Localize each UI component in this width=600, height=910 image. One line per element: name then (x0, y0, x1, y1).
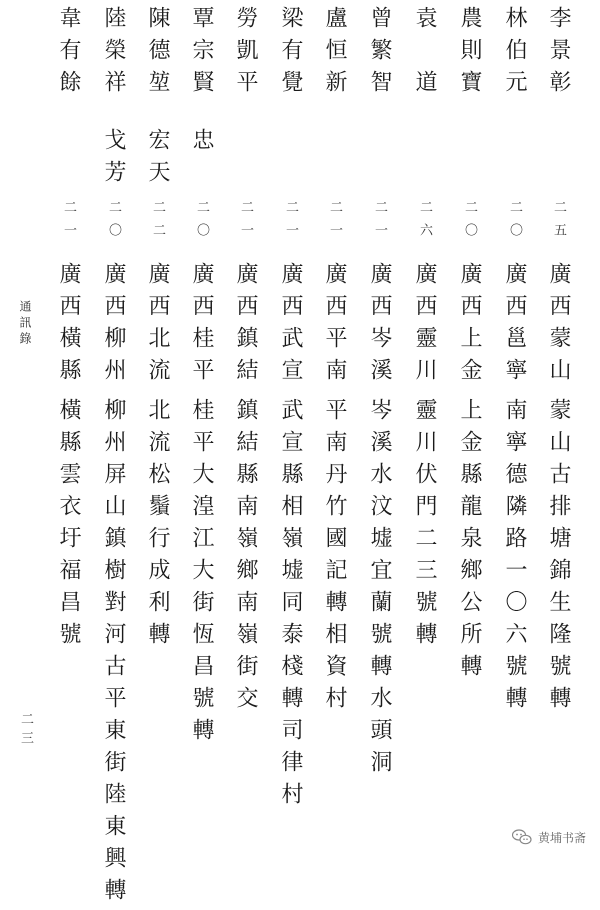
entry-age: 二一 (283, 200, 298, 246)
entry-name: 覃宗賢 (189, 6, 214, 102)
entry-courtesy: 戈芳 (101, 128, 126, 192)
entry-address: 岑溪水汶墟宜蘭號轉水頭洞 (367, 398, 392, 782)
entry-address: 橫縣雲衣圩福昌號 (56, 398, 81, 654)
entry-age: 二二 (150, 200, 165, 246)
entry-origin: 廣西橫縣 (56, 262, 81, 390)
entry-age: 二〇 (507, 200, 522, 246)
entry-address: 平南丹竹國記轉相資村 (322, 398, 347, 718)
entry-name: 農則寶 (457, 6, 482, 102)
page-number: 二三 (18, 712, 33, 750)
margin-title: 通訊錄 (18, 300, 32, 348)
entry-address: 武宣縣相嶺墟同泰棧轉司律村 (278, 398, 303, 814)
entry-courtesy: 忠 (189, 128, 214, 160)
entry-name: 林伯元 (502, 6, 527, 102)
entry-address: 桂平大湟江大街恆昌號轉 (189, 398, 214, 750)
entry-origin: 廣西岑溪 (367, 262, 392, 390)
entry-origin: 廣西蒙山 (546, 262, 571, 390)
entry-origin: 廣西鎮結 (233, 262, 258, 390)
entry-courtesy: 宏天 (145, 128, 170, 192)
entry-name: 袁 道 (412, 6, 437, 102)
entry-address: 北流松鬚行成利轉 (145, 398, 170, 654)
entry-name: 韋有餘 (56, 6, 81, 102)
entry-age: 二六 (417, 200, 432, 246)
entry-address: 南寧德隣路一〇六號轉 (502, 398, 527, 718)
chat-bubbles-icon (512, 829, 532, 845)
entry-origin: 廣西平南 (322, 262, 347, 390)
entry-address: 上金縣龍泉鄉公所轉 (457, 398, 482, 686)
entry-origin: 廣西邕寧 (502, 262, 527, 390)
entry-address: 蒙山古排塘錦生隆號轉 (546, 398, 571, 718)
entry-age: 二〇 (462, 200, 477, 246)
entry-origin: 廣西北流 (145, 262, 170, 390)
entry-name: 曾繁智 (367, 6, 392, 102)
watermark (512, 825, 586, 849)
entry-age: 二五 (551, 200, 566, 246)
entry-origin: 廣西武宣 (278, 262, 303, 390)
entry-address: 靈川伏門二三號轉 (412, 398, 437, 654)
entry-age: 二〇 (106, 200, 121, 246)
entry-origin: 廣西柳州 (101, 262, 126, 390)
entry-origin: 廣西桂平 (189, 262, 214, 390)
entry-name: 勞凱平 (233, 6, 258, 102)
entry-name: 李景彰 (546, 6, 571, 102)
entry-name: 陸榮祥 (101, 6, 126, 102)
entry-address: 柳州屏山鎮樹對河古平東街陸東興轉 (101, 398, 126, 910)
entry-name: 梁有覺 (278, 6, 303, 102)
entry-name: 盧恒新 (322, 6, 347, 102)
entry-age: 二〇 (194, 200, 209, 246)
entry-age: 二一 (61, 200, 76, 246)
entry-age: 二一 (372, 200, 387, 246)
entry-origin: 廣西上金 (457, 262, 482, 390)
entry-age: 二一 (327, 200, 342, 246)
watermark-text: 黄埔书斋 (537, 830, 586, 845)
entry-name: 陳德堃 (145, 6, 170, 102)
entry-age: 二一 (238, 200, 253, 246)
entry-origin: 廣西靈川 (412, 262, 437, 390)
entry-address: 鎮結縣南嶺鄉南嶺街交 (233, 398, 258, 718)
